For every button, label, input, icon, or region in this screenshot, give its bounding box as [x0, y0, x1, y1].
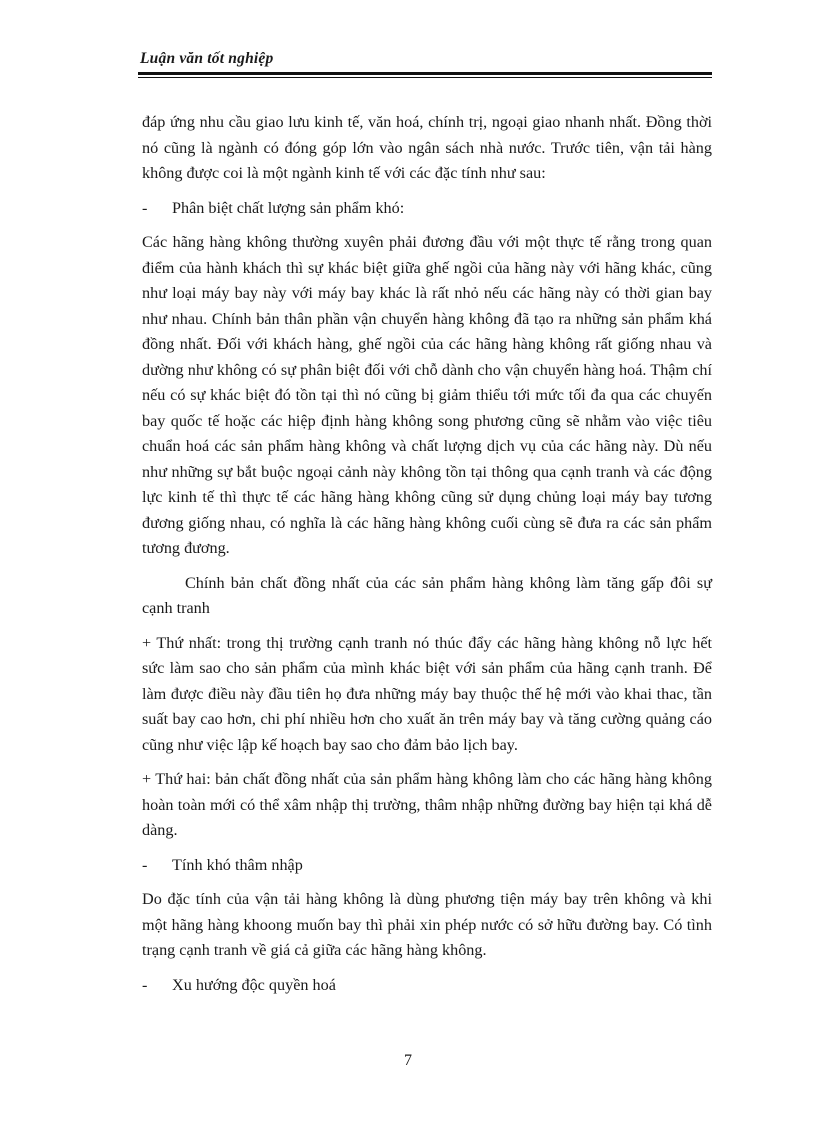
- page-body: [142, 110, 712, 1007]
- page-number: 7: [404, 1052, 412, 1069]
- paragraph-first-point: + Thứ nhất: trong thị trường cạnh tranh nó thúc đẩy các hãng hàng không nỗ lực hết sức làm sao cho sản phẩm của mình khác biệt với sản phẩm của hãng cạnh tranh. Để làm được điều này đầu tiên họ đưa những máy bay thuộc thế hệ mới vào khai thac, tần suất bay cao hơn, chi phí nhiều hơn cho xuất ăn trên máy bay và tăng cường quảng cáo cũng như việc lập kế hoạch bay sao cho đảm bảo lịch bay.: [142, 633, 712, 754]
- paragraph-quality: Các hãng hàng không thường xuyên phải đương đầu với một thực tế rằng trong quan điểm của hành khách thì sự khác biệt giữa ghế ngồi của hãng này với hãng khác, cũng như loại máy bay này với máy bay khác là rất nhỏ nếu các hãng này có thời gian bay như nhau. Chính bản thân phần vận chuyển hàng không đã tạo ra những sản phẩm khá đồng nhất. Đối với khách hàng, ghế ngồi của các hãng hàng không rất giống nhau và dường như không có sự phân biệt đối với chỗ dành cho vận chuyển hàng hoá. Thậm chí nếu có sự khác biệt đó tồn tại thì nó cũng bị giảm thiểu tới mức tối đa qua các chuyến bay quốc tế hoặc các hiệp định hàng không song phương cũng sẽ nhằm vào việc tiêu chuẩn hoá các sản phẩm hàng không và chất lượng dịch vụ của các hãng này. Dù nếu như những sự bắt buộc ngoại cảnh này không tồn tại thông qua cạnh tranh và các động lực kinh tế thì thực tế các hãng hàng không cũng sử dụng chủng loại máy bay tương đương giống nhau, có nghĩa là các hãng hàng không cuối cùng sẽ đưa ra các sản phẩm tương đương.: [142, 233, 712, 557]
- paragraph-competition: Chính bản chất đồng nhất của các sản phẩm hàng không làm tăng gấp đôi sự cạnh tranh: [142, 573, 712, 617]
- dash-mark: -: [142, 855, 148, 874]
- paragraph-intro: đáp ứng nhu cầu giao lưu kinh tế, văn hoá, chính trị, ngoại giao nhanh nhất. Đồng thời nó cũng là ngành có đóng góp lớn vào ngân sách nhà nước. Trước tiên, vận tải hàng không được coi là một ngành kinh tế với các đặc tính như sau:: [142, 113, 712, 182]
- dash-mark: -: [142, 198, 148, 217]
- dash-mark: -: [142, 975, 148, 994]
- header-rule-thin: [138, 77, 712, 78]
- dash-item-label: Phân biệt chất lượng sản phẩm khó:: [172, 198, 405, 217]
- dash-item-quality: [142, 196, 712, 222]
- paragraph-entry: Do đặc tính của vận tải hàng không là dùng phương tiện máy bay trên không và khi một hãng hàng khoong muốn bay thì phải xin phép nước có sở hữu đường bay. Có tình trạng cạnh tranh về giá cả giữa các hãng hàng không.: [142, 890, 712, 959]
- paragraph-second-point: + Thứ hai: bản chất đồng nhất của sản phẩm hàng không làm cho các hãng hàng không hoàn toàn mới có thể xâm nhập thị trường, thâm nhập những đường bay hiện tại khá dễ dàng.: [142, 770, 712, 839]
- dash-item-entry: [142, 853, 712, 879]
- dash-item-label: Xu hướng độc quyền hoá: [172, 975, 336, 994]
- header-title: Luận văn tốt nghiệp: [140, 50, 274, 67]
- dash-item-label: Tính khó thâm nhập: [172, 855, 303, 874]
- dash-item-monopoly: [142, 973, 712, 999]
- page-header: [138, 50, 712, 78]
